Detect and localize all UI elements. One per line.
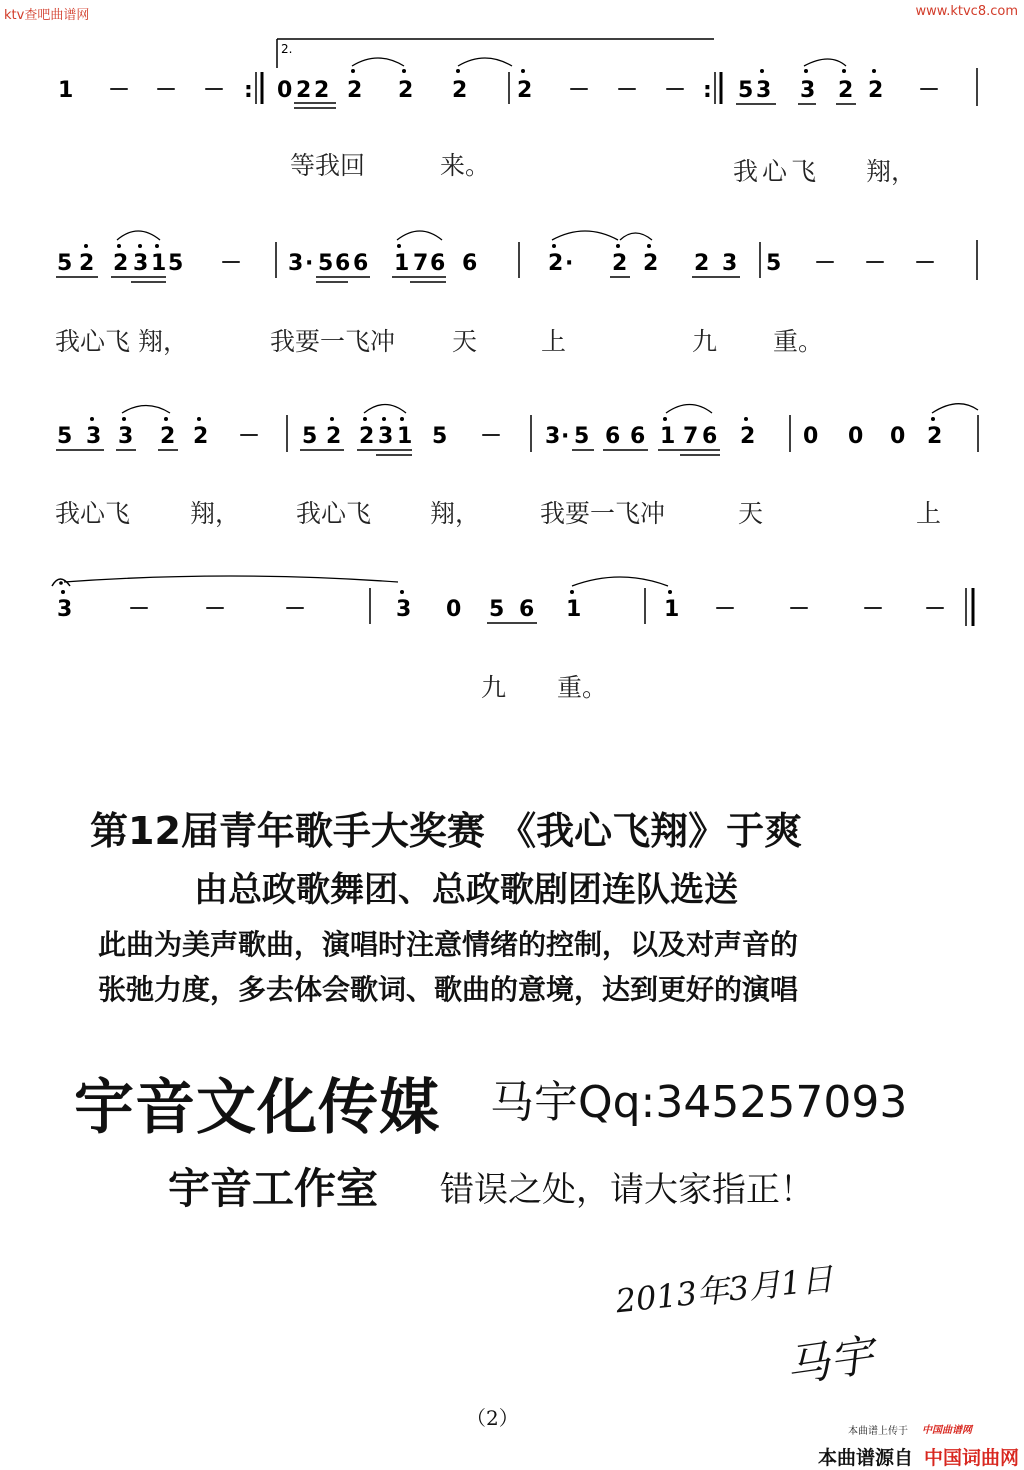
svg-text:2: 2 <box>113 251 129 276</box>
svg-text:－: － <box>862 597 885 622</box>
lyric-r3-1: 我心飞 <box>55 499 131 528</box>
svg-text:2: 2 <box>612 251 628 276</box>
header-right-site: www.ktvc8.com <box>915 4 1018 19</box>
svg-text:0: 0 <box>277 78 293 103</box>
svg-text:5: 5 <box>318 251 334 276</box>
info-title-line: 第12届青年歌手大奖赛 《我心飞翔》于爽 <box>90 809 803 853</box>
svg-text:－: － <box>924 597 947 622</box>
lyric-r1-2: 来。 <box>440 151 491 180</box>
svg-text:－: － <box>788 597 811 622</box>
volta-label: 2. <box>281 42 293 56</box>
svg-text:5: 5 <box>168 251 184 276</box>
svg-text:5: 5 <box>432 424 448 449</box>
svg-text:2: 2 <box>452 78 468 103</box>
svg-text:3: 3 <box>722 251 738 276</box>
svg-text:－: － <box>220 251 243 276</box>
svg-text:－: － <box>864 251 887 276</box>
svg-text:5: 5 <box>738 78 754 103</box>
lyric-r3-5: 我要一飞冲 <box>540 499 666 528</box>
svg-text:6: 6 <box>430 251 446 276</box>
header-left-site: ktv查吧曲谱网 <box>4 8 90 23</box>
info-submitter-line: 由总政歌舞团、总政歌剧团连队选送 <box>194 870 738 910</box>
brand-qq: 马宇Qq:345257093 <box>490 1077 908 1128</box>
svg-text:－: － <box>914 251 937 276</box>
lyric-r1-4: 翔， <box>866 157 917 186</box>
score-row-3 <box>56 404 978 455</box>
signature-date: 2013年3月1日 <box>613 1259 835 1321</box>
svg-text:2: 2 <box>296 78 312 103</box>
signature-name: 马宇 <box>782 1330 877 1393</box>
svg-text:2: 2 <box>79 251 95 276</box>
svg-text:－: － <box>128 597 151 622</box>
lyric-r3-3: 我心飞 <box>296 499 372 528</box>
svg-text::: : <box>244 78 253 103</box>
svg-text:2: 2 <box>314 78 330 103</box>
svg-text:1: 1 <box>58 78 74 103</box>
lyric-r4-2: 重。 <box>557 673 608 702</box>
footer-uploaded-label: 本曲谱上传于 <box>848 1426 908 1437</box>
svg-text:2: 2 <box>193 424 209 449</box>
svg-text:5: 5 <box>766 251 782 276</box>
svg-text:3: 3 <box>57 597 73 622</box>
svg-text:3: 3 <box>396 597 412 622</box>
score-row-4 <box>52 576 973 626</box>
page-number: （2） <box>466 1406 519 1430</box>
svg-text:3: 3 <box>800 78 816 103</box>
svg-text:2: 2 <box>326 424 342 449</box>
svg-text:5: 5 <box>302 424 318 449</box>
svg-text:2: 2 <box>838 78 854 103</box>
svg-text:·: · <box>305 251 314 276</box>
svg-text:5: 5 <box>574 424 590 449</box>
svg-text:6: 6 <box>605 424 621 449</box>
lyric-r2-5: 九 <box>692 327 718 356</box>
score-svg <box>0 0 1024 720</box>
lyric-r1-1: 等我回 <box>290 151 366 180</box>
svg-text:2: 2 <box>160 424 176 449</box>
svg-text:2: 2 <box>548 251 564 276</box>
svg-text:－: － <box>814 251 837 276</box>
lyric-r3-7: 上 <box>916 499 942 528</box>
lyric-r3-6: 天 <box>738 499 764 528</box>
correction-note: 错误之处，请大家指正！ <box>440 1170 814 1210</box>
brand-name: 宇音文化传媒 <box>74 1073 440 1143</box>
svg-text:－: － <box>238 424 261 449</box>
svg-text:1: 1 <box>660 424 676 449</box>
svg-text:7: 7 <box>683 424 699 449</box>
svg-text:0: 0 <box>848 424 864 449</box>
svg-text:2: 2 <box>643 251 659 276</box>
svg-text:3: 3 <box>118 424 134 449</box>
score-row-2 <box>56 231 977 282</box>
footer-upload-site-logo: 中国曲谱网 <box>922 1425 972 1436</box>
svg-text:1: 1 <box>397 424 413 449</box>
svg-text:6: 6 <box>335 251 351 276</box>
footer-source-label: 本曲谱源自 <box>818 1447 914 1469</box>
lyric-r3-2: 翔， <box>190 499 241 528</box>
svg-text:－: － <box>714 597 737 622</box>
lyric-r3-4: 翔， <box>430 499 481 528</box>
svg-text:－: － <box>616 78 639 103</box>
svg-text:5: 5 <box>489 597 505 622</box>
svg-text:6: 6 <box>519 597 535 622</box>
svg-text:2: 2 <box>740 424 756 449</box>
score-row-1 <box>58 58 977 108</box>
svg-text:－: － <box>203 78 226 103</box>
svg-text:2: 2 <box>347 78 363 103</box>
svg-text:－: － <box>568 78 591 103</box>
svg-text:3: 3 <box>756 78 772 103</box>
svg-text:2: 2 <box>927 424 943 449</box>
svg-text:－: － <box>155 78 178 103</box>
lyric-r2-1: 我心飞 翔， <box>55 327 188 356</box>
info-note-line-1: 此曲为美声歌曲，演唱时注意情绪的控制，以及对声音的 <box>98 928 799 961</box>
svg-text:－: － <box>204 597 227 622</box>
svg-text:3: 3 <box>288 251 304 276</box>
svg-text:7: 7 <box>413 251 429 276</box>
svg-text:3: 3 <box>133 251 149 276</box>
lyric-r2-6: 重。 <box>773 327 824 356</box>
studio-name: 宇音工作室 <box>168 1164 379 1213</box>
lyric-r2-4: 上 <box>541 327 567 356</box>
svg-text:·: · <box>565 251 574 276</box>
svg-text:5: 5 <box>57 424 73 449</box>
svg-text:6: 6 <box>630 424 646 449</box>
svg-text:2: 2 <box>359 424 375 449</box>
svg-text:－: － <box>284 597 307 622</box>
svg-text:6: 6 <box>702 424 718 449</box>
svg-text:3: 3 <box>86 424 102 449</box>
svg-text:5: 5 <box>57 251 73 276</box>
lyric-r4-1: 九 <box>481 673 507 702</box>
svg-text:－: － <box>664 78 687 103</box>
svg-text:0: 0 <box>890 424 906 449</box>
lyric-r2-2: 我要一飞冲 <box>270 327 396 356</box>
lyric-r1-3: 我心飞 <box>733 157 821 186</box>
svg-text:－: － <box>108 78 131 103</box>
lyric-r2-3: 天 <box>452 327 478 356</box>
svg-text:1: 1 <box>394 251 410 276</box>
svg-text:1: 1 <box>151 251 167 276</box>
svg-text:2: 2 <box>694 251 710 276</box>
svg-text:－: － <box>918 78 941 103</box>
volta-bracket <box>277 39 714 68</box>
svg-text:2: 2 <box>868 78 884 103</box>
svg-text:1: 1 <box>566 597 582 622</box>
footer-source-site[interactable]: 中国词曲网 <box>924 1447 1020 1469</box>
info-note-line-2: 张弛力度，多去体会歌词、歌曲的意境，达到更好的演唱 <box>98 973 799 1006</box>
svg-text:2: 2 <box>398 78 414 103</box>
svg-text:3: 3 <box>545 424 561 449</box>
svg-text:1: 1 <box>664 597 680 622</box>
svg-text:0: 0 <box>803 424 819 449</box>
svg-text:·: · <box>561 424 570 449</box>
svg-text:6: 6 <box>353 251 369 276</box>
svg-text:6: 6 <box>462 251 478 276</box>
svg-text:－: － <box>480 424 503 449</box>
svg-text:3: 3 <box>378 424 394 449</box>
svg-text:0: 0 <box>446 597 462 622</box>
svg-text:2: 2 <box>517 78 533 103</box>
svg-text::: : <box>703 78 712 103</box>
